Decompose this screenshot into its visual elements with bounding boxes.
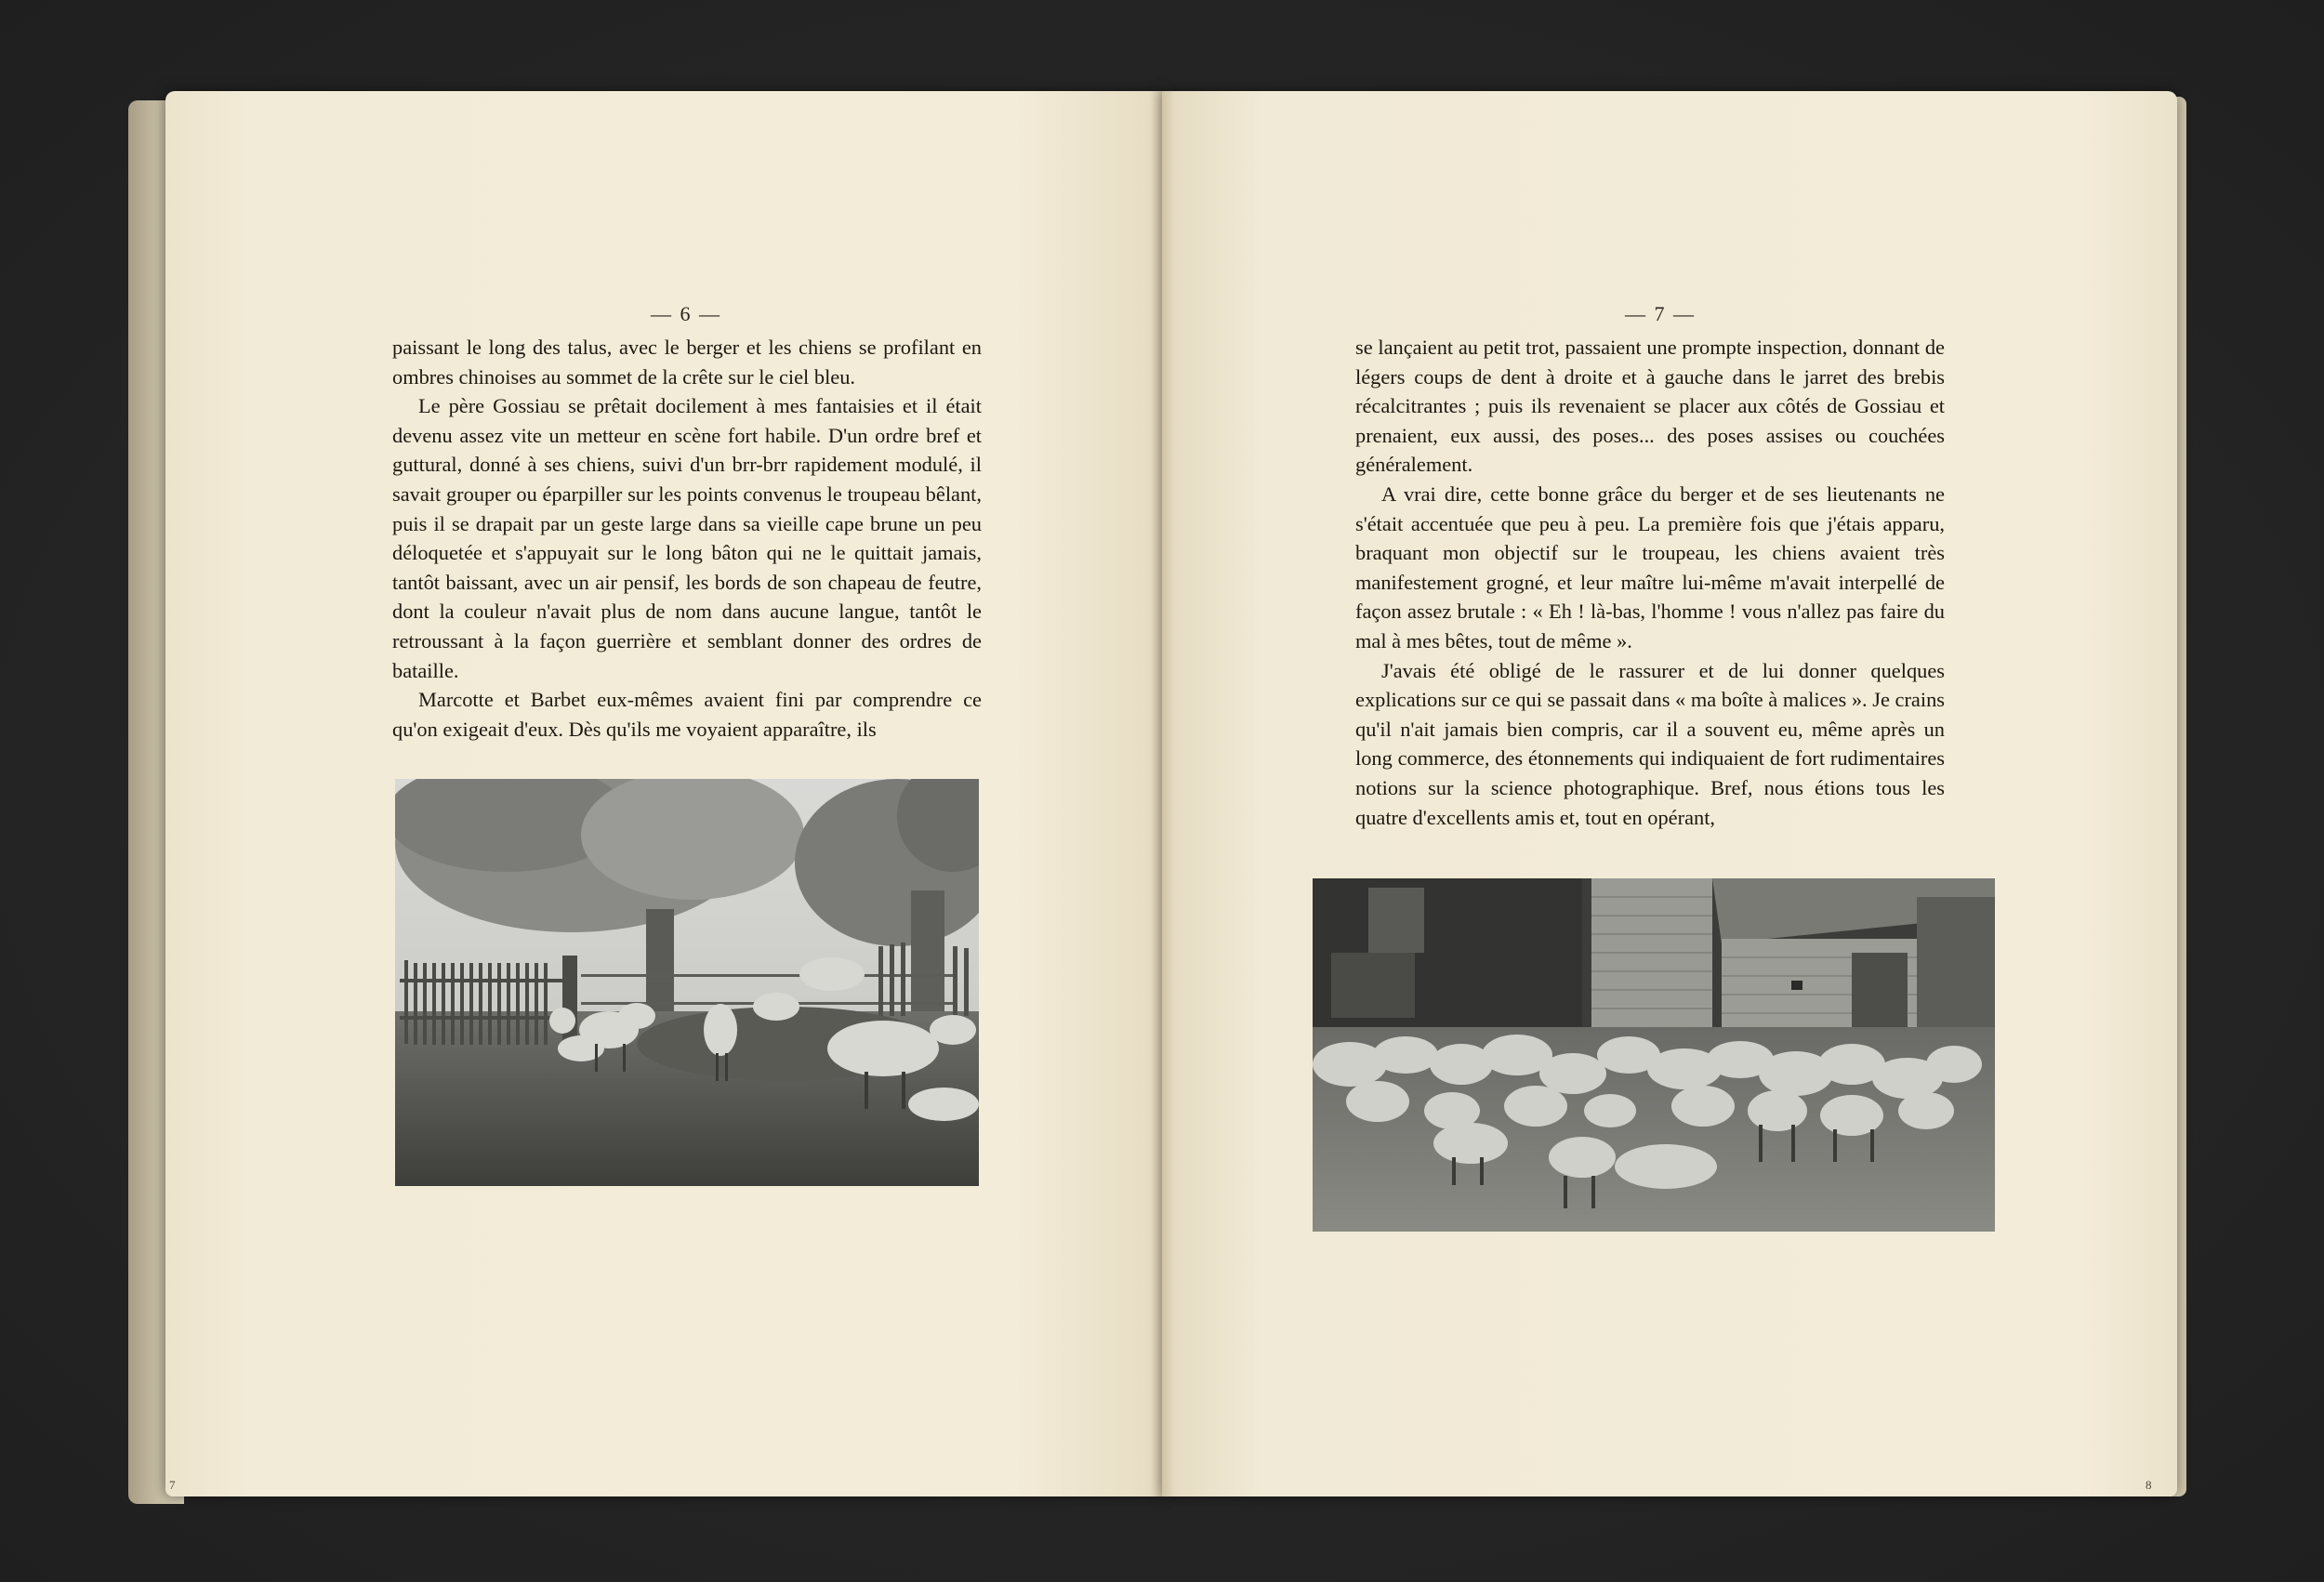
left-page-number: — 6 — <box>651 302 721 325</box>
flock-in-farmyard-image <box>1313 878 1995 1232</box>
right-corner-mark: 8 <box>2146 1478 2152 1492</box>
right-page-text <box>1355 333 1945 832</box>
right-paragraph-1: se lançaient au petit trot, passaient une prompte inspection, donnant de légers coups de dent à droite et à gauche dans le jarret des brebis récalcitrantes ; puis ils revenaient se placer aux côtés de Gossiau et prenaient, eux aussi, des poses... des poses assises ou couchées généralement. <box>1355 336 1945 477</box>
left-photograph-sheep-under-trees <box>395 779 979 1186</box>
left-page-text <box>392 333 982 744</box>
left-paragraph-1: paissant le long des talus, avec le berger et les chiens se profilant en ombres chinoises au sommet de la crête sur le ciel bleu. <box>392 336 982 389</box>
sheep-under-trees-image <box>395 779 979 1186</box>
left-corner-mark: 7 <box>169 1478 176 1492</box>
right-paragraph-2: A vrai dire, cette bonne grâce du berger et de ses lieutenants ne s'était accentuée que peu à peu. La première fois que j'étais apparu, braquant mon objectif sur le troupeau, les chiens avaient très manifestement grogné, et leur maître lui-même m'avait interpellé de façon assez brutale : « Eh ! là-bas, l'homme ! vous n'allez pas faire du mal à mes bêtes, tout de même ». <box>1355 481 1945 653</box>
left-paragraph-2: Le père Gossiau se prêtait docilement à mes fantaisies et il était devenu assez vite un metteur en scène fort habile. D'un ordre bref et guttural, donné à ses chiens, suivi d'un brr-brr rapidement modulé, il savait grouper ou éparpiller sur les points convenus le troupeau bêlant, puis il se drapait par un geste large dans sa vieille cape brune un peu déloquetée et s'appuyait sur le long bâton qui ne le quittait jamais, tantôt baissant, avec un air pensif, les bords de son chapeau de feutre, dont la couleur n'avait plus de nom dans aucune langue, tantôt le retroussant à la façon guerrière et semblant donner des ordres de bataille. <box>392 394 982 682</box>
book-gutter <box>1151 91 1175 1496</box>
right-photograph-flock-in-farmyard <box>1313 878 1995 1232</box>
right-page-number: — 7 — <box>1625 302 1696 325</box>
right-paragraph-3: J'avais été obligé de le rassurer et de lui donner quelques explications sur ce qui se passait dans « ma boîte à malices ». Je crains qu'il n'ait jamais bien compris, car il a souvent eu, même après un long commerce, des étonnements qui indiquaient de fort rudimentaires notions sur la science photographique. Bref, nous étions tous les quatre d'excellents amis et, tout en opérant, <box>1355 658 1945 829</box>
left-paragraph-3: Marcotte et Barbet eux-mêmes avaient fini par comprendre ce qu'on exigeait d'eux. Dès qu'ils me voyaient apparaître, ils <box>392 688 982 741</box>
